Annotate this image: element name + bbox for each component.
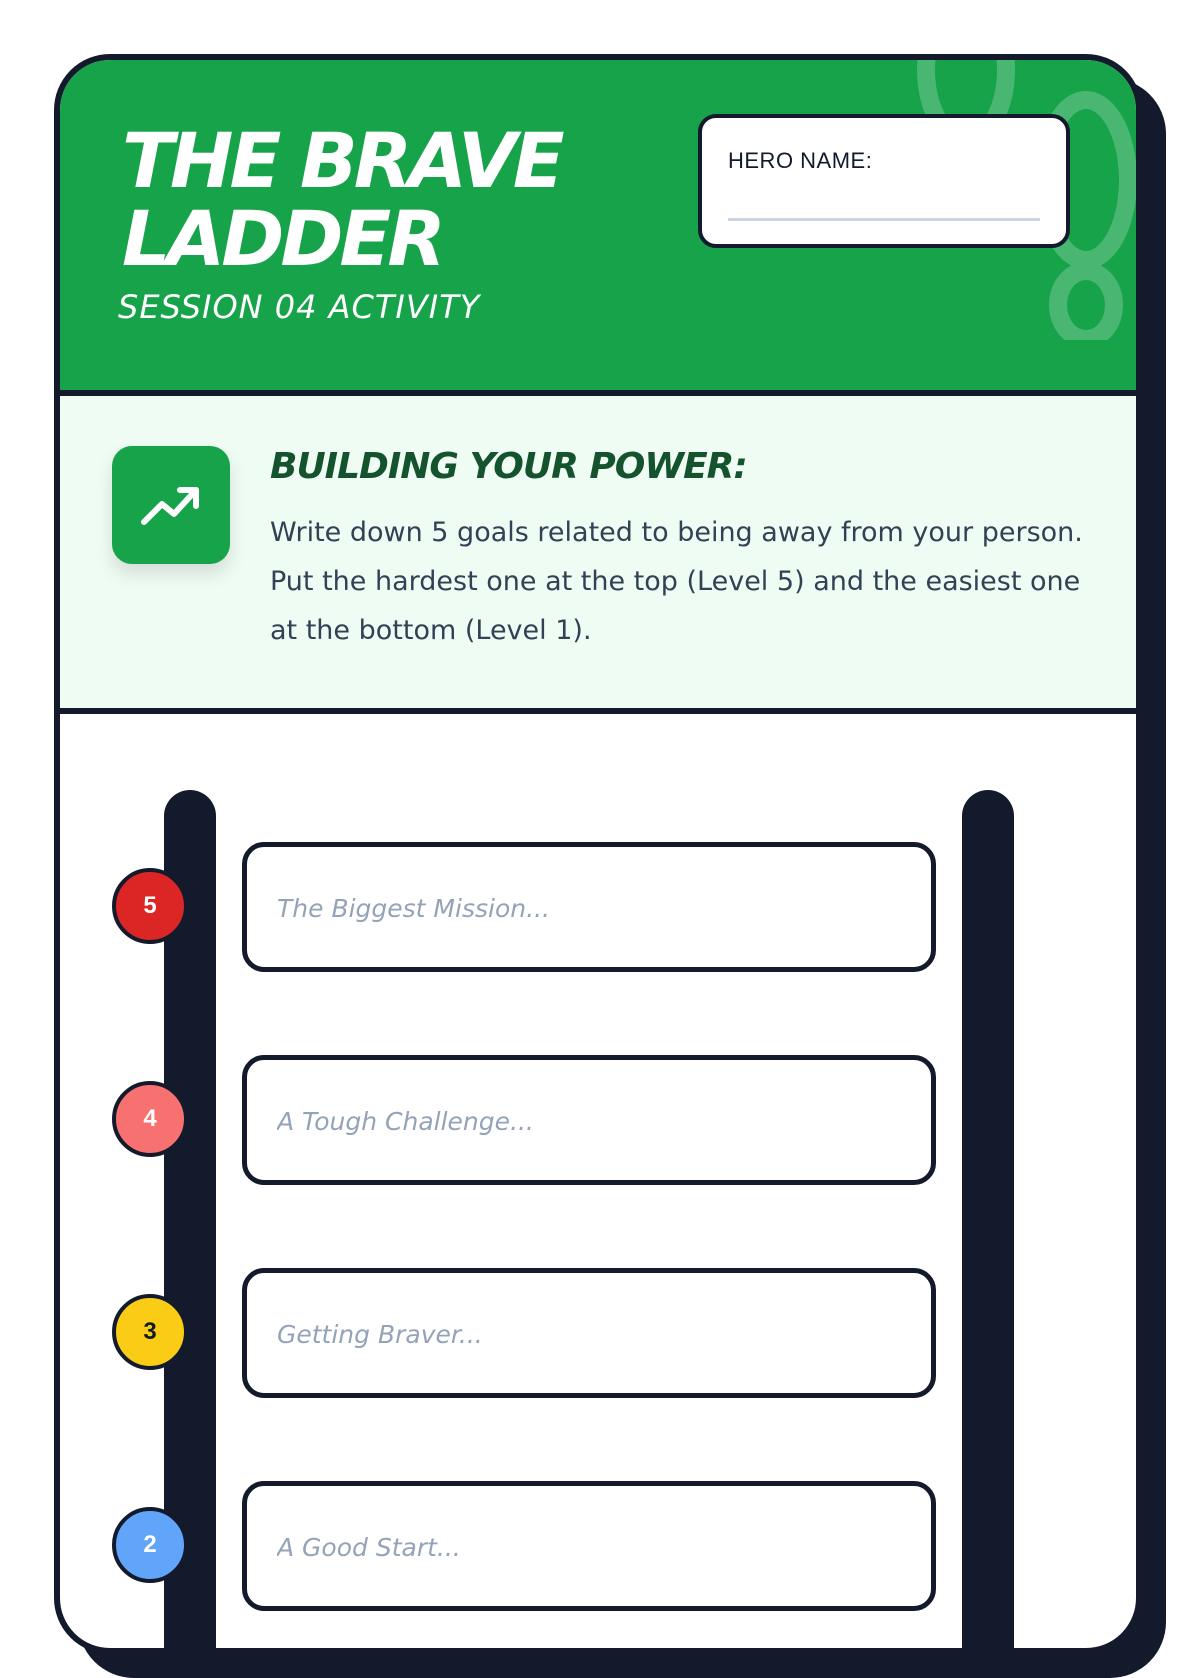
trending-up-icon [112,446,230,564]
ladder-step-level-3[interactable] [242,1268,936,1398]
instructions-panel [60,396,1136,714]
ladder-step-level-4[interactable] [242,1055,936,1185]
instructions-title: BUILDING YOUR POWER: [270,446,747,487]
header [60,60,1136,396]
ladder-rail-right [962,790,1014,1654]
ladder [60,714,1136,1654]
goal-input-level-5[interactable] [275,847,899,969]
level-badge-2: 2 [112,1507,188,1583]
hero-name-label: HERO NAME: [728,148,873,173]
trending-up-icon [140,482,202,528]
worksheet-card [54,54,1142,1654]
level-badge-5: 5 [112,868,188,944]
ladder-step-level-2[interactable] [242,1481,936,1611]
session-subtitle: SESSION 04 ACTIVITY [118,288,481,326]
level-badge-4: 4 [112,1081,188,1157]
goal-input-level-2[interactable] [275,1486,899,1608]
ladder-step-level-5[interactable] [242,842,936,972]
goal-input-level-3[interactable] [275,1273,899,1395]
hero-name-line[interactable] [728,218,1040,221]
level-badge-3: 3 [112,1294,188,1370]
hero-name-box[interactable] [698,114,1070,248]
page-title: THE BRAVE LADDER [122,116,561,283]
instructions-body: Write down 5 goals related to being away from your person. Put the hardest one at the top (Level 5) and the easiest one at the bottom (Level 1). [270,517,1083,646]
goal-input-level-4[interactable] [275,1060,899,1182]
